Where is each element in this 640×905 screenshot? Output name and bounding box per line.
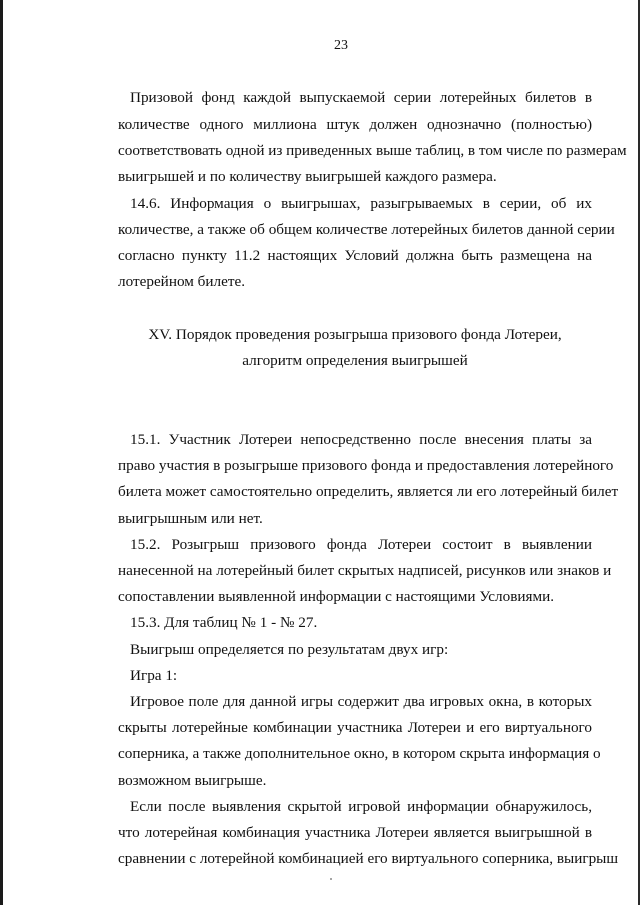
paragraph-line: скрыты лотерейные комбинации участника Лотереи и его виртуального bbox=[118, 719, 592, 736]
paragraph-line: право участия в розыгрыше призового фонда и предоставления лотерейного bbox=[118, 457, 614, 474]
paragraph-line: что лотерейная комбинация участника Лотереи является выигрышной в bbox=[118, 824, 592, 841]
paragraph-line: Если после выявления скрытой игровой информации обнаружилось, bbox=[130, 798, 592, 815]
paragraph-line: Призовой фонд каждой выпускаемой серии лотерейных билетов в bbox=[130, 89, 592, 106]
paragraph-line: выигрышей и по количеству выигрышей каждого размера. bbox=[118, 168, 497, 185]
paragraph-line: соответствовать одной из приведенных выше таблиц, в том числе по размерам bbox=[118, 142, 627, 159]
paragraph-line: 14.6. Информация о выигрышах, разыгрываемых в серии, об их bbox=[130, 195, 592, 212]
scan-left-edge bbox=[0, 0, 3, 905]
section-heading-line1: XV. Порядок проведения розыгрыша призового фонда Лотереи, bbox=[148, 326, 562, 343]
paragraph-line: возможном выигрыше. bbox=[118, 772, 267, 789]
section-heading-line2: алгоритм определения выигрышей bbox=[242, 352, 468, 369]
paragraph-line: количестве одного миллиона штук должен однозначно (полностью) bbox=[118, 116, 592, 133]
paragraph-line: 15.3. Для таблиц № 1 - № 27. bbox=[130, 614, 318, 631]
paragraph-line: нанесенной на лотерейный билет скрытых надписей, рисунков или знаков и bbox=[118, 562, 612, 579]
paragraph-line: лотерейном билете. bbox=[118, 273, 246, 290]
paragraph-line: билета может самостоятельно определить, является ли его лотерейный билет bbox=[118, 483, 619, 500]
paragraph-line: Игровое поле для данной игры содержит два игровых окна, в которых bbox=[130, 693, 592, 710]
paragraph-line: сравнении с лотерейной комбинацией его виртуального соперника, выигрыш bbox=[118, 850, 619, 867]
paragraph-line: Игра 1: bbox=[130, 667, 178, 684]
paragraph-line: 15.2. Розыгрыш призового фонда Лотереи состоит в выявлении bbox=[130, 536, 592, 553]
paragraph-line: Выигрыш определяется по результатам двух игр: bbox=[130, 641, 449, 658]
paragraph-line: количестве, а также об общем количестве лотерейных билетов данной серии bbox=[118, 221, 615, 238]
paragraph-line: соперника, а также дополнительное окно, в котором скрыта информация о bbox=[118, 745, 601, 762]
page-number: 23 bbox=[334, 38, 348, 53]
scan-speck bbox=[330, 878, 332, 880]
paragraph-line: сопоставлении выявленной информации с настоящими Условиями. bbox=[118, 588, 555, 605]
paragraph-line: выигрышным или нет. bbox=[118, 510, 263, 527]
paragraph-line: согласно пункту 11.2 настоящих Условий должна быть размещена на bbox=[118, 247, 592, 264]
paragraph-line: 15.1. Участник Лотереи непосредственно после внесения платы за bbox=[130, 431, 592, 448]
